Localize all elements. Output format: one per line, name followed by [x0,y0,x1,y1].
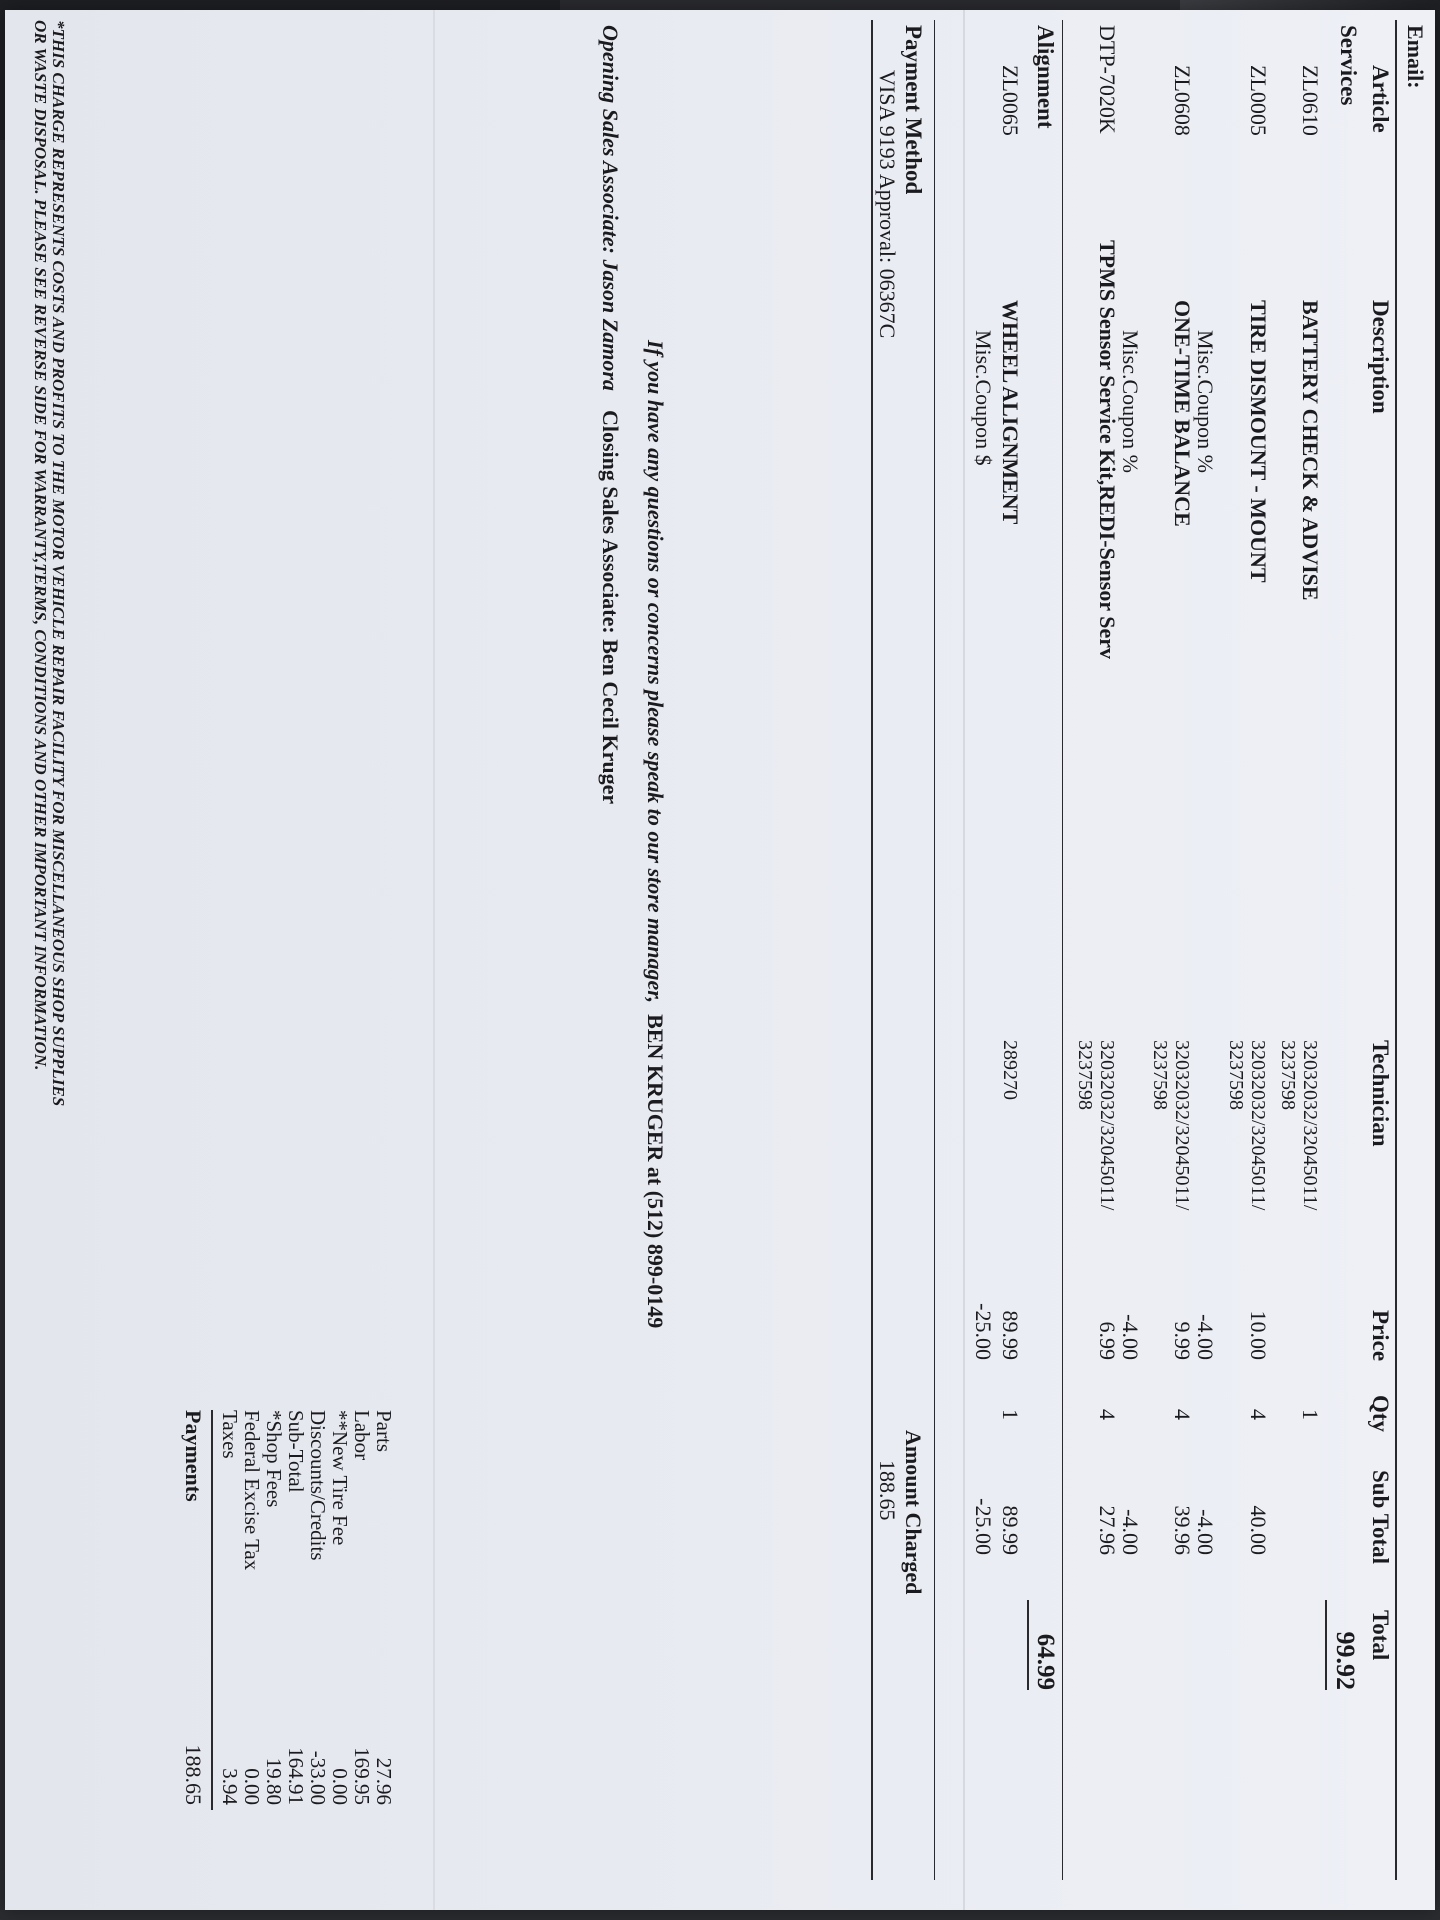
subtotal-cell: -4.00 [1193,1509,1218,1555]
email-label: Email: [1403,25,1428,89]
summary-value: -33.00 [306,1750,330,1805]
article-cell: ZL0005 [1246,65,1271,136]
summary-label: Sub-Total [284,1410,308,1493]
price-cell: 6.99 [1095,1321,1120,1360]
summary-value: 19.80 [262,1757,286,1805]
price-cell: 10.00 [1246,1310,1271,1360]
technician-cell: 32032032/32045011/ [1171,1040,1193,1211]
section-title-services: Services [1336,25,1361,106]
subtotal-cell: -25.00 [971,1498,996,1555]
section-title-alignment: Alignment [1033,25,1058,129]
qty-cell: 4 [1170,1409,1195,1420]
col-technician: Technician [1368,1040,1393,1147]
payments-value: 188.65 [181,1744,206,1805]
section-total-alignment: 64.99 [1032,1633,1059,1690]
qty-cell: 4 [1246,1409,1271,1420]
description-cell: TPMS Sensor Service Kit,REDI-Sensor Serv [1095,240,1120,659]
section-total-services: 99.92 [1331,1631,1360,1690]
description-cell: ONE-TIME BALANCE [1170,300,1195,527]
header-rule [1395,20,1397,1880]
disclaimer-line-2: OR WASTE DISPOSAL. PLEASE SEE REVERSE SIDE FOR WARRANTY,TERMS, CONDITIONS AND OTHER IMPORTANT INFORMATION. [31,20,50,1071]
summary-value: 27.96 [372,1757,396,1805]
price-cell: -25.00 [971,1303,996,1360]
description-cell: Misc.Coupon % [1193,330,1218,473]
technician-cell: 289270 [999,1040,1021,1100]
payment-method-label: Payment Method [901,25,926,195]
payment-method-value: VISA 9193 Approval: 06367C [875,70,900,339]
section-rule [1062,20,1063,1880]
summary-value: 3.94 [218,1768,242,1805]
disclaimer-line-1: *THIS CHARGE REPRESENTS COSTS AND PROFITS TO THE MOTOR VEHICLE REPAIR FACILITY FOR MISCELLANEOUS SHOP SUPPLIES [49,20,68,1107]
payments-label: Payments [181,1410,206,1502]
subtotal-cell: 39.96 [1170,1505,1195,1555]
amount-charged-label: Amount Charged [901,1430,926,1595]
article-cell: ZL0608 [1170,65,1195,136]
description-cell: WHEEL ALIGNMENT [998,300,1023,525]
price-cell: 89.99 [998,1310,1023,1360]
closing-associate-name: Ben Cecil Kruger [598,639,623,805]
article-cell: ZL0610 [1298,65,1323,136]
article-cell: DTP-7020K [1095,25,1120,134]
description-cell: BATTERY CHECK & ADVISE [1298,300,1323,601]
technician-cell: 32032032/32045011/ [1299,1040,1321,1211]
opening-associate [598,25,622,391]
technician-cell: 32032032/32045011/ [1096,1040,1118,1211]
amount-charged-value: 188.65 [875,1460,900,1521]
technician-cell: 3237598 [1074,1040,1096,1110]
qty-cell: 1 [998,1409,1023,1420]
technician-cell: 3237598 [1277,1040,1299,1110]
summary-value: 169.95 [350,1747,374,1805]
store-manager-contact: BEN KRUGER at (512) 899-0149 [643,1014,668,1329]
summary-label: Taxes [218,1410,242,1459]
summary-label: Discounts/Credits [306,1410,330,1561]
closing-associate [598,410,622,804]
total-underline [1027,1600,1029,1690]
col-description: Description [1368,300,1393,414]
col-article: Article [1368,65,1393,133]
summary-values [219,1710,395,1805]
col-qty: Qty [1368,1395,1393,1433]
paper-fold [433,10,435,1910]
subtotal-cell: 40.00 [1246,1505,1271,1555]
article-cell: ZL0065 [998,65,1023,136]
summary-label: Parts [372,1410,396,1452]
description-cell: Misc.Coupon $ [971,330,996,466]
price-cell: 9.99 [1170,1321,1195,1360]
contact-prefix: If you have any questions or concerns please speak to our store manager, [643,340,668,1004]
qty-cell: 1 [1298,1409,1323,1420]
summary-rule [211,1410,213,1810]
subtotal-cell: 27.96 [1095,1505,1120,1555]
subtotal-cell: -4.00 [1118,1509,1143,1555]
payment-rule [934,20,935,1880]
closing-associate-label: Closing Sales Associate: [598,410,623,634]
description-cell: Misc.Coupon % [1118,330,1143,473]
technician-cell: 3237598 [1225,1040,1247,1110]
qty-cell: 4 [1095,1409,1120,1420]
col-subtotal: Sub Total [1368,1470,1393,1564]
subtotal-cell: 89.99 [998,1505,1023,1555]
summary-value: 0.00 [328,1768,352,1805]
summary-labels [219,1410,395,1570]
contact-text [643,340,667,1328]
opening-associate-name: Jason Zamora [598,259,623,391]
technician-cell: 32032032/32045011/ [1247,1040,1269,1211]
col-total: Total [1368,1610,1393,1661]
summary-label: Federal Excise Tax [240,1410,264,1571]
col-price: Price [1368,1310,1393,1362]
summary-value: 0.00 [240,1768,264,1805]
description-cell: TIRE DISMOUNT - MOUNT [1246,300,1271,583]
technician-cell: 3237598 [1149,1040,1171,1110]
opening-associate-label: Opening Sales Associate: [598,25,623,254]
summary-label: Labor [350,1410,374,1461]
receipt-paper [5,10,1435,1910]
price-cell: -4.00 [1193,1314,1218,1360]
paper-fold [963,10,965,1910]
summary-value: 164.91 [284,1747,308,1805]
payment-underline [871,20,873,1880]
summary-label: **New Tire Fee [328,1410,352,1546]
price-cell: -4.00 [1118,1314,1143,1360]
summary-label: *Shop Fees [262,1410,286,1508]
total-underline [1325,1600,1327,1690]
